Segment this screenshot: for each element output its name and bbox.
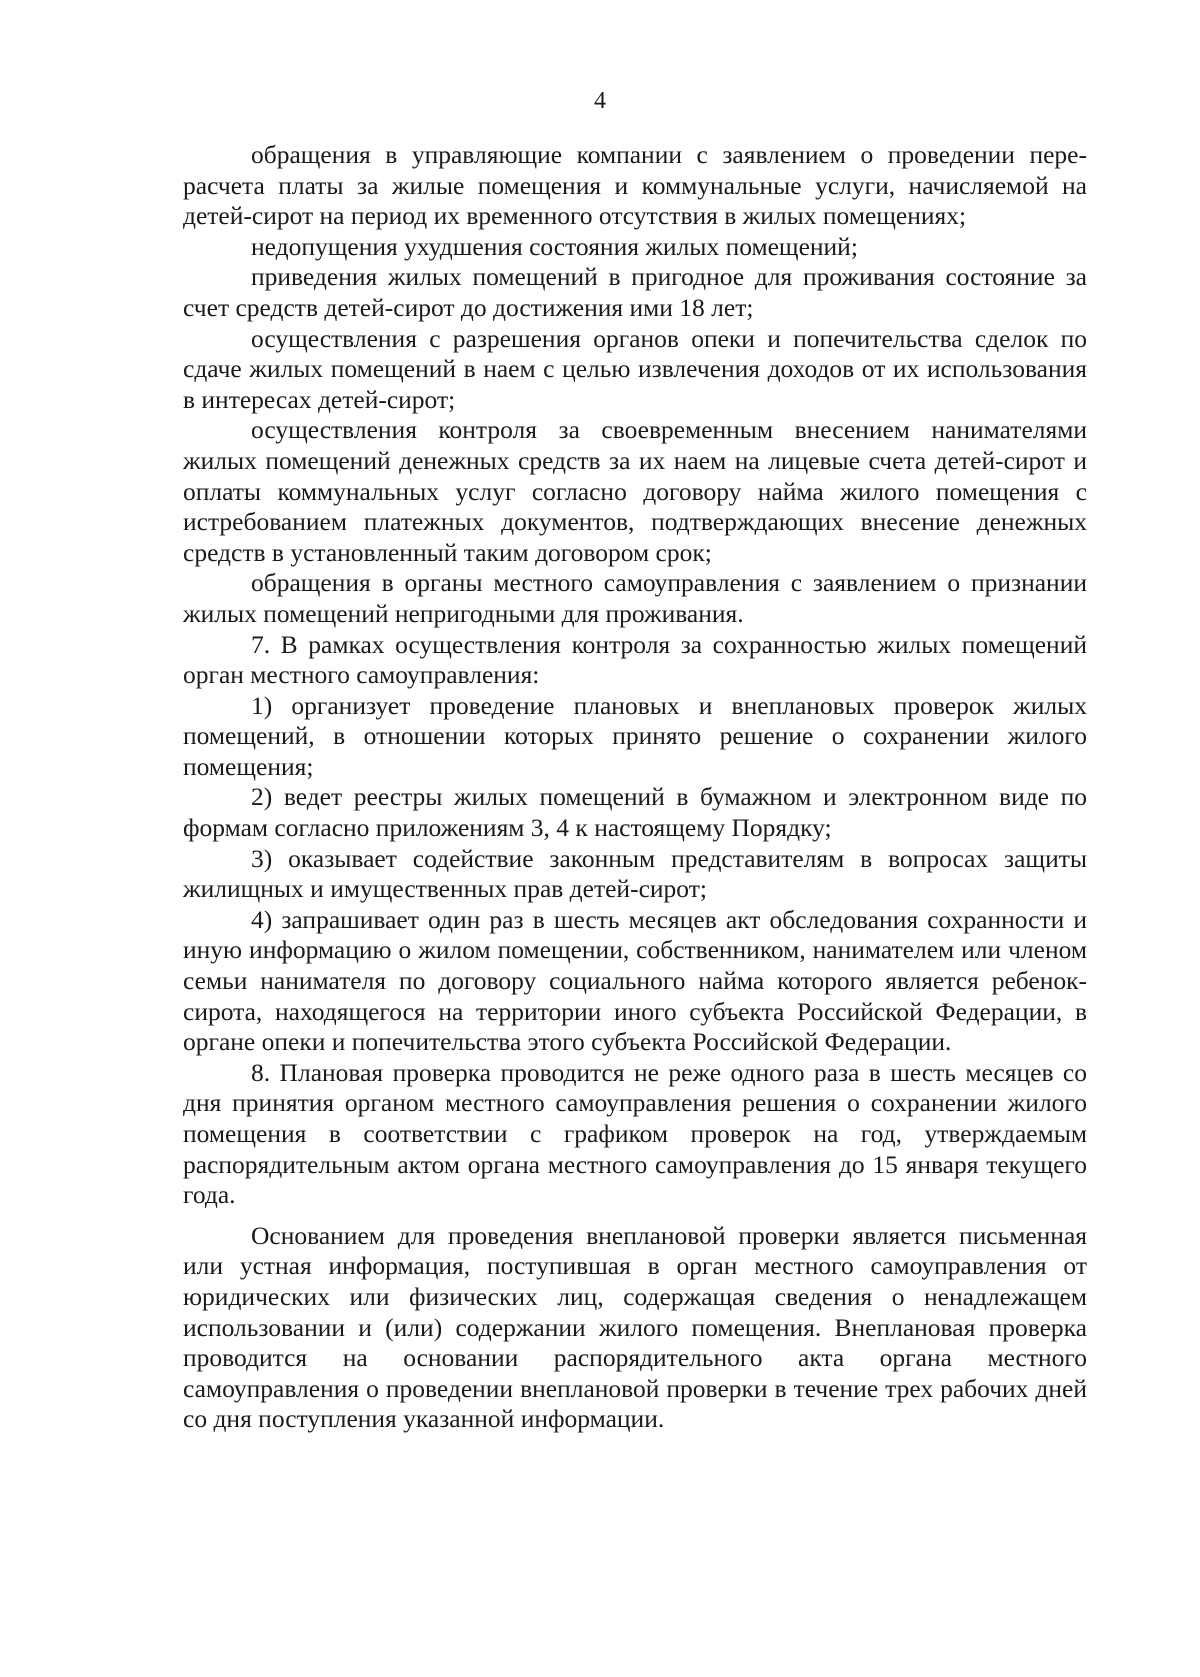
paragraph-section-8: 8. Плановая проверка проводится не реже одного раза в шесть месяцев со дня принятия органом местного самоуправления решения о сохранении жилого помещения в соответствии с графиком проверок на год, утверждаемым распорядительным актом органа местного самоуправления до 15 января текущего года. [183, 1057, 1087, 1210]
paragraph-restore-condition: приведения жилых помещений в пригодное для проживания состояние за счет средств детей-сирот до достижения ими 18 лет; [183, 262, 1087, 322]
paragraph-payment-control: осуществления контроля за своевременным внесением нанимателями жилых помещений денежных средств за их наем на лицевые счета детей-сирот и оплаты коммунальных услуг согласно договору найма жилого помещения с истребованием платежных документов, подтверждающих внесение денежных средств в установленный таким договором срок; [183, 415, 1087, 567]
page-number: 4 [594, 88, 606, 114]
paragraph-item-1: 1) организует проведение плановых и внеплановых проверок жилых помещений, в отношении которых принято решение о сохранении жилого помещения; [183, 690, 1087, 781]
paragraph-prevent-deterioration: недопущения ухудшения состояния жилых помещений; [251, 231, 858, 261]
paragraph-item-2: 2) ведет реестры жилых помещений в бумажном и электронном виде по формам согласно приложениям 3, 4 к настоящему Порядку; [183, 782, 1087, 843]
paragraph-unscheduled-inspection: Основанием для проведения внеплановой проверки является письменная или устная информация, поступившая в орган местного самоуправления от юридических или физических лиц, содержащая сведения о ненадлежащем использовании и (или) содержании жилого помещения. Внеплановая проверка проводится на основании распорядительного акта органа местного самоуправления о проведении внеплановой проверки в течение трех рабочих дней со дня поступления указанной информации. [183, 1220, 1087, 1434]
paragraph-recalculation-request: обращения в управляющие компании с заявлением о проведении перерасчета платы за жилые помещения и коммунальные услуги, начисляемой на детей-сирот на период их временного отсутствия в жилых помещениях; [183, 140, 1087, 231]
paragraph-rental-transactions: осуществления с разрешения органов опеки и попечительства сделок по сдаче жилых помещений в наем с целью извлечения доходов от их использования в интересах детей-сирот; [183, 323, 1087, 414]
paragraph-section-7: 7. В рамках осуществления контроля за сохранностью жилых помещений орган местного самоуправления: [183, 629, 1087, 690]
document-body [183, 140, 1087, 1435]
paragraph-item-4: 4) запрашивает один раз в шесть месяцев акт обследования сохранности и иную информацию о жилом помещении, собственником, нанимателем или членом семьи нанимателя по договору социального найма которого является ребенок-сирота, находящегося на территории иного субъекта Российской Федерации, в органе опеки и попечительства этого субъекта Российской Федерации. [183, 904, 1087, 1057]
paragraph-unfit-housing-request: обращения в органы местного самоуправления с заявлением о признании жилых помещений непригодными для проживания. [183, 568, 1087, 628]
paragraph-item-3: 3) оказывает содействие законным представителям в вопросах защиты жилищных и имущественных прав детей-сирот; [183, 843, 1087, 904]
